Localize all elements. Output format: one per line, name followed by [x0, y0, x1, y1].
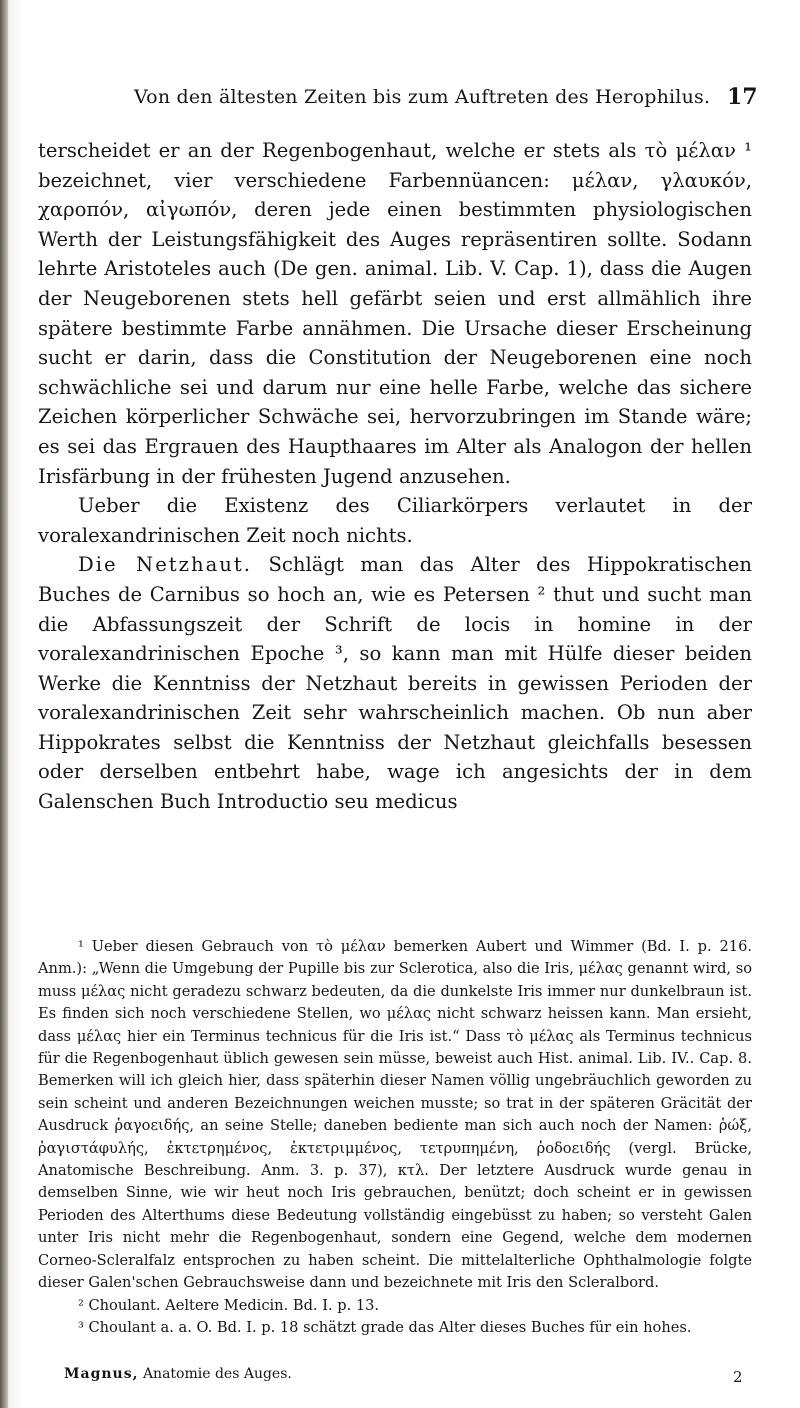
running-title: Von den ältesten Zeiten bis zum Auftreten des Herophilus.	[134, 86, 711, 108]
paragraph-iris-colours: terscheidet er an der Regenbogenhaut, welche er stets als τὸ μέλαν ¹ bezeichnet, vier verschiedene Farbennüancen: μέλαν, γλαυκόν, χαροπόν, αἰγωπόν, deren jede einen bestimmten physiologischen Werth der Leistungsfähigkeit des Auges repräsentiren sollte. Sodann lehrte Aristoteles auch (De gen. animal. Lib. V. Cap. 1), dass die Augen der Neugeborenen stets hell gefärbt seien und erst allmählich ihre spätere bestimmte Farbe annähmen. Die Ursache dieser Erscheinung sucht er darin, dass die Constitution der Neugeborenen eine noch schwächliche sei und darum nur eine helle Farbe, welche das sichere Zeichen körperlicher Schwäche sei, hervorzubringen im Stande wäre; es sei das Ergrauen des Haupthaares im Alter als Analogon der hellen Irisfärbung in der frühesten Jugend anzusehen.	[38, 139, 752, 488]
footnote-2: ² Choulant. Aeltere Medicin. Bd. I. p. 13.	[78, 1296, 380, 1314]
footnotes	[38, 936, 752, 1339]
binding-gutter-shadow	[0, 0, 8, 1408]
running-head	[0, 86, 800, 116]
signature-work: Anatomie des Auges.	[142, 1366, 292, 1382]
printer-signature	[64, 1366, 292, 1382]
footnote-1: ¹ Ueber diesen Gebrauch von τὸ μέλαν bemerken Aubert und Wimmer (Bd. I. p. 216. Anm.): „Wenn die Umgebung der Pupille bis zur Sclerotica, also die Iris, μέλας genannt wird, so muss μέλας nicht geradezu schwarz bedeuten, da die dunkelste Iris immer nur dunkelbraun ist. Es finden sich noch verschiedene Stellen, wo μέλας nicht schwarz heissen kann. Man ersieht, dass μέλας hier ein Terminus technicus für die Iris ist.“ Dass τὸ μέλας als Terminus technicus für die Regenbogenhaut üblich gewesen sein müsse, beweist auch Hist. animal. Lib. IV.. Cap. 8. Bemerken will ich gleich hier, dass späterhin dieser Namen völlig ungebräuchlich geworden zu sein scheint und anderen Bezeichnungen weichen musste; so trat in der späteren Gräcität der Ausdruck ῥαγοειδής, an seine Stelle; daneben bediente man sich auch noch der Namen: ῥώξ, ῥαγιστάφυλής, ἐκτετρημένος, ἐκτετριμμένος, τετρυπημένη, ῥοδοειδής (vergl. Brücke, Anatomische Beschreibung. Anm. 3. p. 37), κτλ. Der letztere Ausdruck wurde genau in demselben Sinne, wie wir heut noch Iris gebrauchen, benützt; doch scheint er in gewissen Perioden des Alterthums diese Bedeutung vollständig eingebüsst zu haben; so versteht Galen unter Iris nicht mehr die Regenbogenhaut, sondern eine Gegend, welche dem modernen Corneo-Scleralfalz entsprochen zu haben scheint. Die mittelalterliche Ophthalmologie folgte dieser Galen'schen Gebrauchsweise dann und bezeichnete mit Iris den Scleralbord.	[38, 938, 752, 1292]
signature-author: Magnus,	[64, 1366, 139, 1382]
paragraph-retina-text: Schlägt man das Alter des Hippokratischen Buches de Carnibus so hoch an, wie es Petersen ² thut und sucht man die Abfassungszeit der Schrift de locis in homine in der voralexandrinischen Epoche ³, so kann man mit Hülfe dieser beiden Werke die Kenntniss der Netzhaut bereits in gewissen Perioden der voralexandrinischen Zeit sehr wahrscheinlich machen. Ob nun aber Hippokrates selbst die Kenntniss der Netzhaut gleichfalls besessen oder derselben entbehrt habe, wage ich angesichts der in dem Galenschen Buch Introductio seu medicus	[38, 553, 753, 814]
page-number: 17	[727, 84, 758, 110]
section-lead-retina: Die Netzhaut.	[78, 553, 253, 577]
body-text	[38, 136, 752, 817]
paragraph-ciliary-body: Ueber die Existenz des Ciliarkörpers verlautet in der voralexandrinischen Zeit noch nichts.	[38, 494, 752, 547]
paragraph-retina	[38, 550, 752, 816]
footnote-3: ³ Choulant a. a. O. Bd. I. p. 18 schätzt grade das Alter dieses Buches für ein hohes.	[78, 1318, 692, 1336]
signature-mark: 2	[733, 1368, 743, 1386]
